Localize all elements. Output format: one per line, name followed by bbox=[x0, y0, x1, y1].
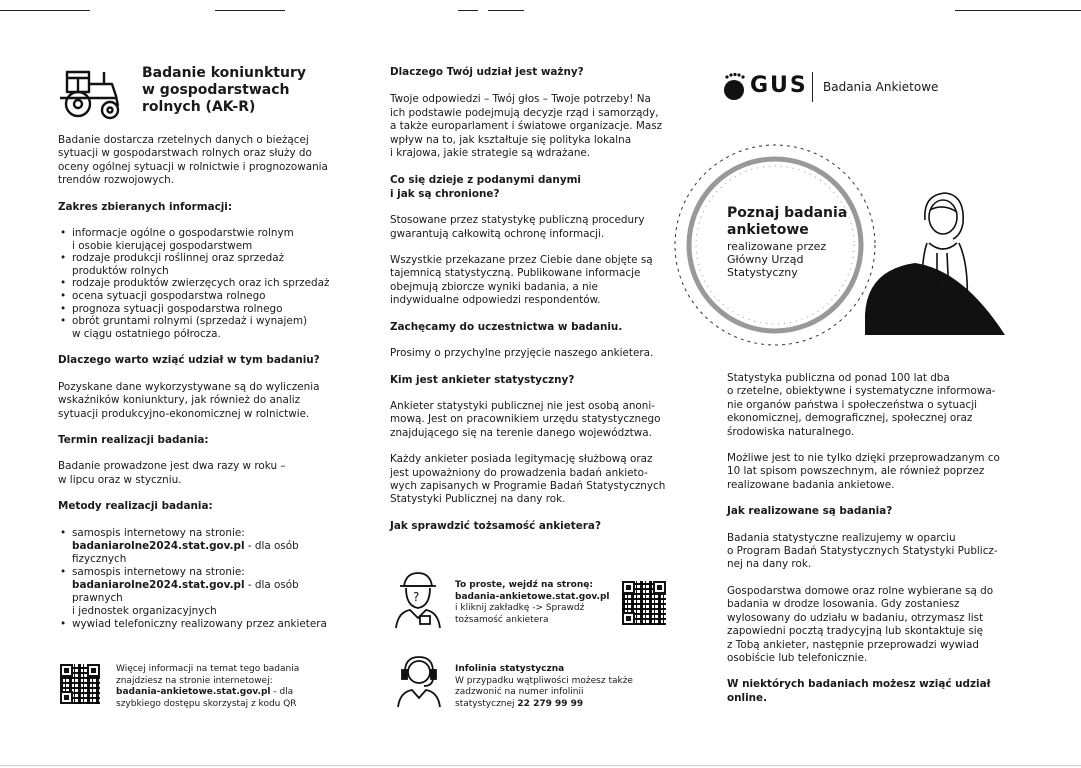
circle-subtitle: realizowane przez Główny Urząd Statystyczny bbox=[727, 240, 827, 279]
how-text: Badania statystyczne realizujemy w oparciu o Program Badań Statystycznych Statystyki Publicz- nej na dany rok. bbox=[727, 531, 998, 571]
list-item: • samospis internetowy na stronie: badaniarolne2024.stat.gov.pl - dla osób fizycznych bbox=[58, 527, 348, 566]
tractor-icon bbox=[58, 66, 126, 124]
term-heading: Termin realizacji badania: bbox=[58, 434, 209, 446]
scope-list bbox=[58, 227, 348, 340]
scan-edge-mark bbox=[215, 10, 285, 11]
survey-link[interactable]: badaniarolne2024.stat.gov.pl bbox=[72, 578, 245, 591]
gus-logo bbox=[720, 72, 748, 106]
methods-heading: Metody realizacji badania: bbox=[58, 500, 213, 513]
verify-text: To proste, wejdź na stronę: badania-ankietowe.stat.gov.pl i kliknij zakładkę -> Sprawdź tożsamość ankietera bbox=[455, 580, 610, 625]
why-heading: Dlaczego warto wziąć udział w tym badaniu? bbox=[58, 354, 320, 367]
header-divider bbox=[812, 72, 813, 102]
list-item: • ocena sytuacji gospodarstwa rolnego bbox=[58, 290, 348, 303]
term-text: Badanie prowadzone jest dwa razy w roku – w lipcu oraz w styczniu. bbox=[58, 460, 286, 486]
gus-logo-text: GUS bbox=[750, 73, 808, 98]
encourage-heading: Zachęcamy do uczestnictwa w badaniu. bbox=[390, 320, 623, 333]
list-item: • prognoza sytuacji gospodarstwa rolnego bbox=[58, 303, 348, 316]
methods-list bbox=[58, 527, 348, 631]
scan-edge-mark bbox=[0, 10, 90, 11]
request-text: Prosimy o przychylne przyjęcie naszego ankietera. bbox=[390, 347, 654, 360]
interviewer-icon bbox=[392, 570, 444, 634]
column-2 bbox=[390, 66, 680, 533]
scan-edge-mark bbox=[955, 10, 1081, 11]
helpline-number[interactable]: 22 279 99 99 bbox=[517, 698, 584, 709]
question-who-interviewer: Kim jest ankieter statystyczny? bbox=[390, 373, 575, 386]
column-3-text bbox=[727, 372, 1027, 705]
list-item: • wywiad telefoniczny realizowany przez ankietera bbox=[58, 618, 348, 631]
census-text: Możliwe jest to nie tylko dzięki przeprowadzanym co 10 lat spisom powszechnym, ale również poprzez realizowane badania ankietowe. bbox=[727, 452, 1000, 491]
scan-edge-mark bbox=[0, 765, 1081, 766]
qr-code[interactable] bbox=[60, 664, 100, 704]
scan-edge-mark bbox=[488, 10, 524, 11]
header-label: Badania Ankietowe bbox=[823, 80, 939, 94]
headset-icon bbox=[394, 652, 444, 712]
survey-link[interactable]: badaniarolne2024.stat.gov.pl bbox=[72, 539, 245, 552]
online-note: W niektórych badaniach możesz wziąć udział online. bbox=[727, 678, 991, 704]
intro-text: Badanie dostarcza rzetelnych danych o bieżącej sytuacji w gospodarstwach rolnych oraz służy do oceny ogólnej sytuacji w rolnictwie i prognozowania trendów rozwojowych. bbox=[58, 134, 328, 187]
verify-link[interactable]: badania-ankietowe.stat.gov.pl bbox=[455, 591, 610, 602]
why-text: Pozyskane dane wykorzystywane są do wyliczenia wskaźników koniunktury, jak również do analiz sytuacji produkcyjno-ekonomicznej w rolnictwie. bbox=[58, 380, 320, 420]
scan-edge-mark bbox=[458, 10, 478, 11]
more-info-text: Więcej informacji na temat tego badania znajdziesz na stronie internetowej: badania-ankietowe.stat.gov.pl - dla szybkiego dostępu skorzystaj z kodu QR bbox=[116, 664, 300, 709]
person-illustration bbox=[865, 185, 1005, 349]
helpline-text: Infolinia statystyczna W przypadku wątpliwości możesz także zadzwonić na numer infolinii statystycznej 22 279 99 99 bbox=[455, 664, 633, 709]
qr-code[interactable] bbox=[622, 581, 666, 625]
data-protection-text-1: Stosowane przez statystykę publiczną procedury gwarantują całkowitą ochronę informacji. bbox=[390, 214, 645, 240]
info-link[interactable]: badania-ankietowe.stat.gov.pl bbox=[116, 687, 271, 697]
circle-title: Poznaj badania ankietowe bbox=[727, 205, 848, 238]
helpline-title: Infolinia statystyczna bbox=[455, 664, 565, 674]
list-item: • samospis internetowy na stronie: badaniarolne2024.stat.gov.pl - dla osób prawnych i jednostek organizacyjnych bbox=[58, 566, 348, 618]
scope-heading: Zakres zbieranych informacji: bbox=[58, 200, 233, 213]
question-verify-identity: Jak sprawdzić tożsamość ankietera? bbox=[390, 519, 601, 532]
sampling-text: Gospodarstwa domowe oraz rolne wybierane są do badania w drodze losowania. Gdy zostaniesz wylosowany do udziału w badaniu, otrzymasz list zapowiedni pocztą tradycyjną lub skontaktuje się z Tobą ankieter, następnie przeprowadzi wywiad osobiście lub telefonicznie. bbox=[727, 584, 994, 664]
survey-title: Badanie koniunktury w gospodarstwach rolnych (AK-R) bbox=[142, 65, 306, 115]
question-why-important: Dlaczego Twój udział jest ważny? bbox=[390, 66, 584, 78]
list-item: • rodzaje produktów zwierzęcych oraz ich sprzedaż bbox=[58, 277, 348, 290]
how-heading: Jak realizowane są badania? bbox=[727, 505, 893, 518]
data-protection-text-2: Wszystkie przekazane przez Ciebie dane objęte są tajemnicą statystyczną. Publikowane informacje obejmują zbiorcze wyniki badania, a nie indywidualne odpowiedzi respondentów. bbox=[390, 254, 653, 307]
list-item: • obrót gruntami rolnymi (sprzedaż i wynajem) w ciągu ostatniego półrocza. bbox=[58, 315, 348, 340]
list-item: • rodzaje produkcji roślinnej oraz sprzedaż produktów rolnych bbox=[58, 252, 348, 277]
why-important-text: Twoje odpowiedzi – Twój głos – Twoje potrzeby! Na ich podstawie podejmują decyzje rząd i samorządy, a także europarlament i światowe organizacje. Masz wpływ na to, jak kształtuje się polityka lokalna i krajowa, jakie strategie są wdrażane. bbox=[390, 93, 663, 160]
interviewer-text-2: Każdy ankieter posiada legitymację służbową oraz jest upoważniony do prowadzenia badań ankieto- wych zapisanych w Programie Badań Statystycznych Statystyki Publicznej na dany rok. bbox=[390, 453, 666, 506]
interviewer-text-1: Ankieter statystyki publicznej nie jest osobą anoni- mową. Jest on pracownikiem urzędu statystycznego znajdującego się na terenie danego województwa. bbox=[390, 399, 661, 439]
question-data-protection: Co się dzieje z podanymi danymi i jak są chronione? bbox=[390, 174, 581, 200]
intro-text: Statystyka publiczna od ponad 100 lat dba o rzetelne, obiektywne i systematyczne informowa- nie organów państwa i społeczeństwa o sytuacji ekonomicznej, demograficznej, społecznej oraz środowiska naturalnego. bbox=[727, 372, 996, 438]
list-item: • informacje ogólne o gospodarstwie rolnym i osobie kierującej gospodarstwem bbox=[58, 227, 348, 252]
svg-text:?: ? bbox=[413, 590, 420, 604]
